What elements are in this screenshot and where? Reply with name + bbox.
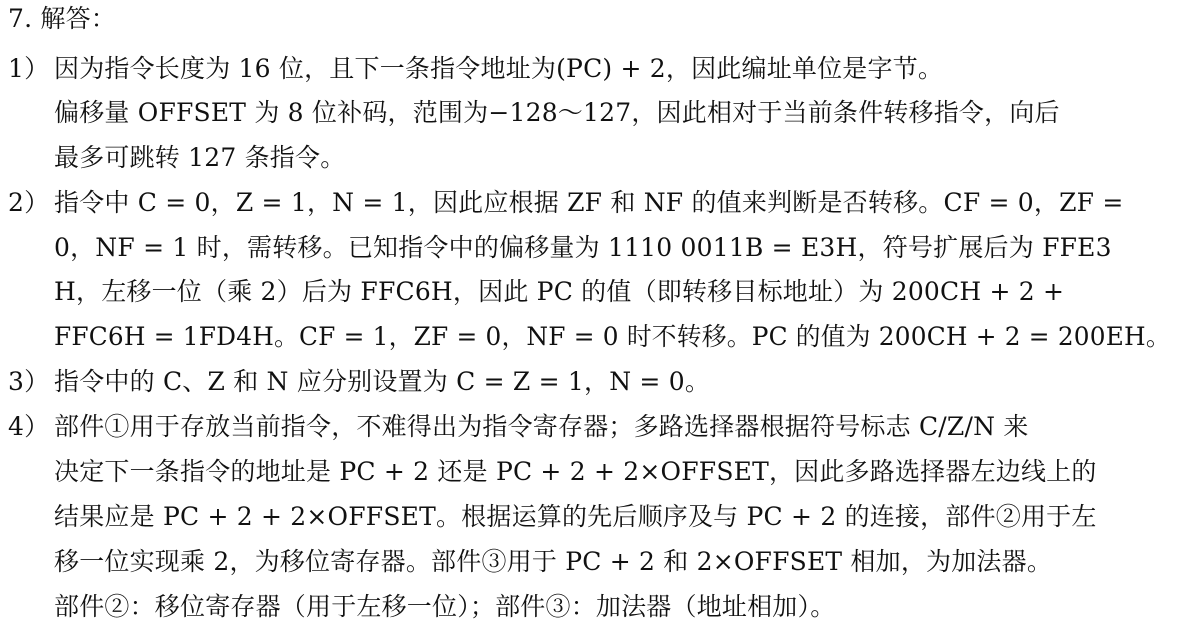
answer-heading: 7. 解答： [8, 4, 116, 33]
answer-4-text-1: 部件①用于存放当前指令，不难得出为指令寄存器；多路选择器根据符号标志 C/Z/N 来 [54, 412, 1029, 441]
answer-1-line-1 [8, 52, 943, 86]
answer-1-text-1: 因为指令长度为 16 位，且下一条指令地址为(PC) + 2，因此编址单位是字节。 [54, 54, 944, 83]
answer-2-line-1 [8, 186, 1124, 220]
answer-4-number: 4） [8, 412, 50, 441]
answer-3-text-1: 指令中的 C、Z 和 N 应分别设置为 C = Z = 1，N = 0。 [54, 367, 711, 396]
answer-1-number: 1） [8, 54, 50, 83]
answer-1-line-3: 最多可跳转 127 条指令。 [54, 143, 346, 172]
answer-2-line-2: 0，NF = 1 时，需转移。已知指令中的偏移量为 1110 0011B = E3H，符号扩展后为 FFE3 [54, 233, 1112, 262]
answer-3-line-1 [8, 365, 710, 399]
answer-2-number: 2） [8, 188, 50, 217]
answer-3-number: 3） [8, 367, 50, 396]
answer-4-line-2: 决定下一条指令的地址是 PC + 2 还是 PC + 2 + 2×OFFSET，因此多路选择器左边线上的 [54, 457, 1097, 486]
answer-2-line-4: FFC6H = 1FD4H。CF = 1，ZF = 0，NF = 0 时不转移。PC 的值为 200CH + 2 = 200EH。 [54, 322, 1171, 351]
answer-1-line-2: 偏移量 OFFSET 为 8 位补码，范围为−128～127，因此相对于当前条件转移指令，向后 [54, 98, 1060, 127]
answer-4-line-3: 结果应是 PC + 2 + 2×OFFSET。根据运算的先后顺序及与 PC + 2 的连接，部件②用于左 [54, 502, 1097, 531]
answer-4-line-4: 移一位实现乘 2，为移位寄存器。部件③用于 PC + 2 和 2×OFFSET 相加，为加法器。 [54, 547, 1053, 576]
answer-2-text-1: 指令中 C = 0，Z = 1，N = 1，因此应根据 ZF 和 NF 的值来判断是否转移。CF = 0，ZF = [54, 188, 1124, 217]
answer-4-line-5: 部件②：移位寄存器（用于左移一位）；部件③：加法器（地址相加）。 [54, 592, 836, 621]
answer-2-line-3: H，左移一位（乘 2）后为 FFC6H，因此 PC 的值（即转移目标地址）为 200CH + 2 + [54, 277, 1065, 306]
answer-4-line-1 [8, 410, 1029, 444]
